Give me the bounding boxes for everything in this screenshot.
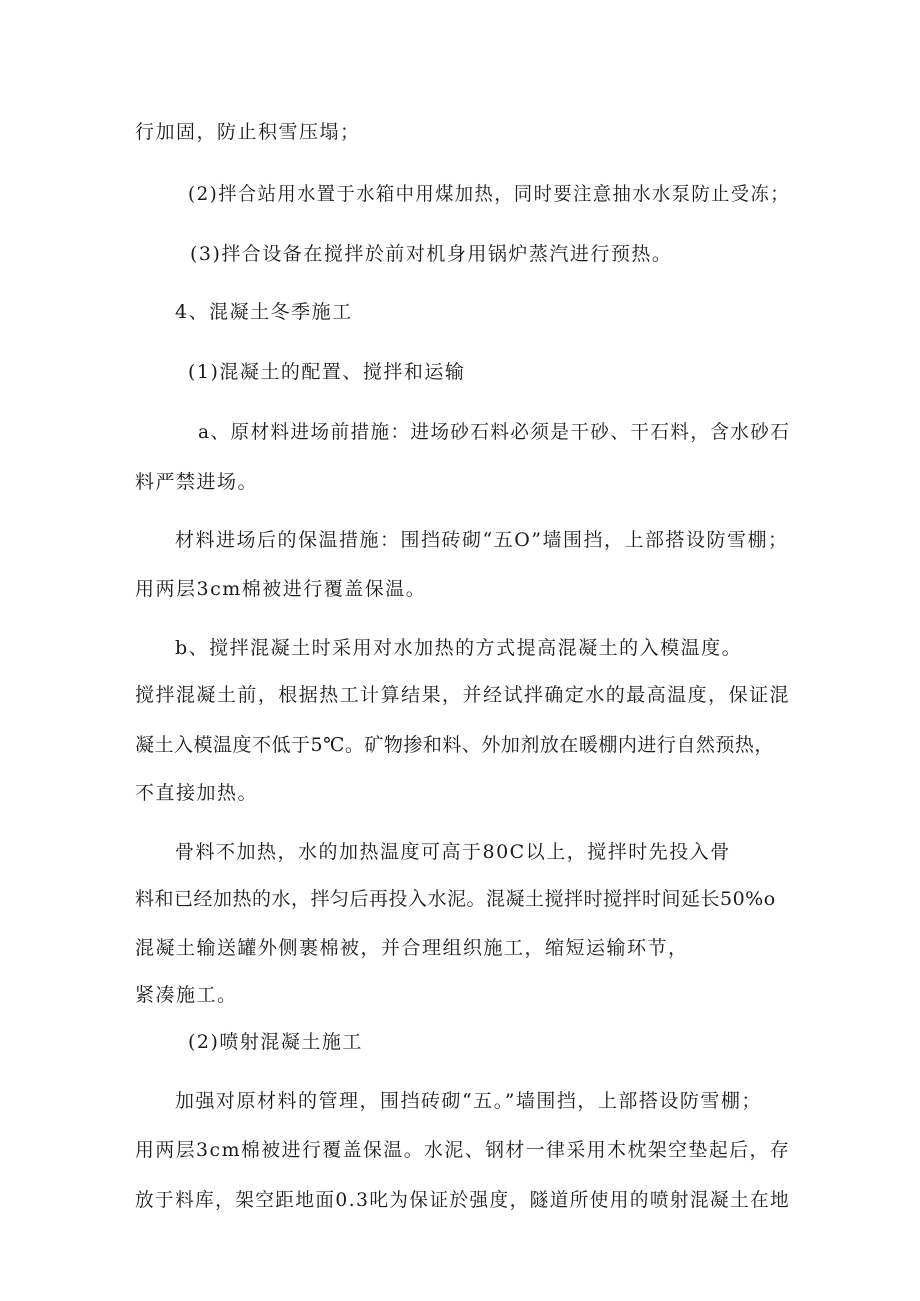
paragraph-line: 加强对原材料的管理，围挡砖砌“五。”墙围挡，上部搭设防雪棚； — [175, 1090, 762, 1112]
paragraph-line: 不直接加热。 — [135, 782, 259, 804]
paragraph-line: 凝土入模温度不低于5℃。矿物掺和料、外加剂放在暖棚内进行自然预热， — [135, 734, 774, 756]
subsection-heading: (2)喷射混凝土施工 — [188, 1031, 363, 1053]
paragraph-line: 搅拌混凝土前，根据热工计算结果，并经试拌确定水的最高温度，保证混 — [135, 684, 791, 706]
paragraph-line: 行加固，防止积雪压塌； — [135, 121, 361, 143]
paragraph-line: 料严禁进场。 — [135, 471, 259, 493]
paragraph-line: 用两层3cm棉被进行覆盖保温。 — [135, 578, 427, 600]
paragraph-line: 混凝土输送罐外侧裹棉被，并合理组织施工，缩短运输环节， — [135, 937, 689, 959]
paragraph-line: 放于料库，架空距地面0.3叱为保证於强度，隧道所使用的喷射混凝土在地 — [135, 1189, 791, 1211]
section-heading: 4、混凝土冬季施工 — [175, 301, 353, 323]
paragraph-line: (2)拌合站用水置于水箱中用煤加热，同时要注意抽水水泵防止受冻； — [188, 183, 790, 205]
paragraph-line: b、搅拌混凝土时采用对水加热的方式提高混凝土的入模温度。 — [175, 637, 743, 659]
paragraph-line: a、原材料进场前措施：进场砂石料必须是干砂、干石料，含水砂石 — [198, 421, 791, 443]
paragraph-line: (3)拌合设备在搅拌於前对机身用锅炉蒸汽进行预热。 — [190, 243, 673, 265]
paragraph-line: 材料进场后的保温措施：围挡砖砌“五O”墙围挡，上部搭设防雪棚； — [175, 529, 789, 551]
paragraph-line: 骨料不加热，水的加热温度可高于80C以上，搅拌时先投入骨 — [175, 841, 731, 863]
paragraph-line: 用两层3cm棉被进行覆盖保温。水泥、钢材一律采用木枕架空垫起后，存 — [135, 1139, 791, 1161]
paragraph-line: 料和已经加热的水，拌匀后再投入水泥。混凝土搅拌时搅拌时间延长50%o — [135, 888, 776, 910]
paragraph-line: 紧凑施工。 — [135, 984, 238, 1006]
subsection-heading: (1)混凝土的配置、搅拌和运输 — [188, 361, 466, 383]
